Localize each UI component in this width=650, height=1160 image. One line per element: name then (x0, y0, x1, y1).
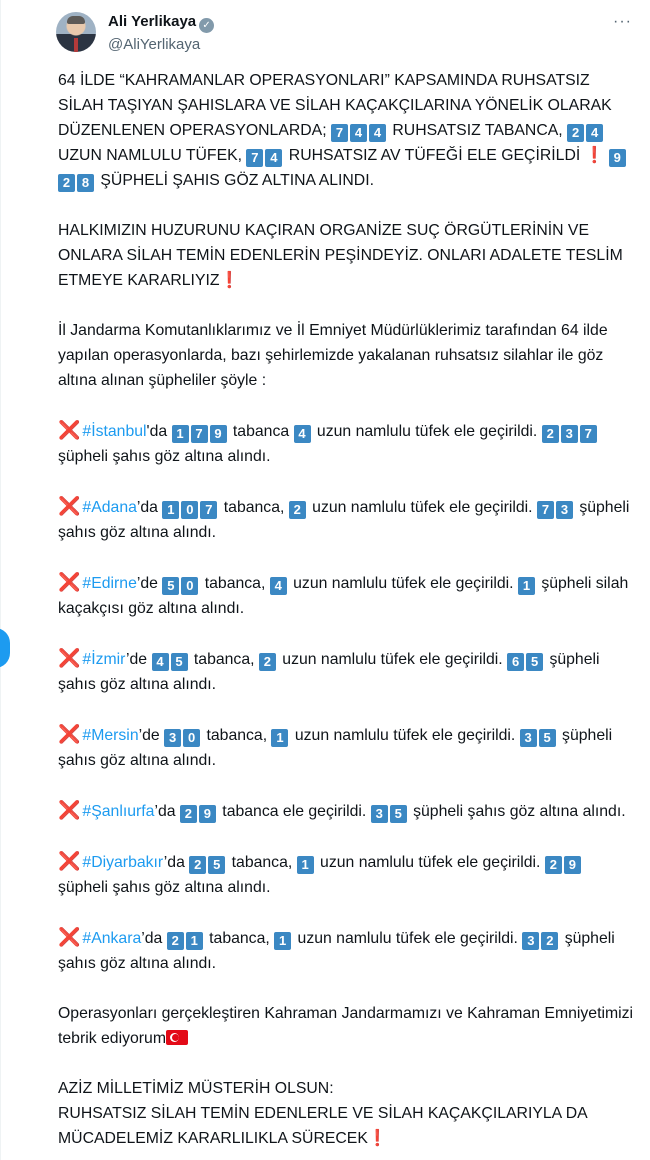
keycap-digit: 1 (271, 729, 288, 747)
keycap-digit: 5 (526, 653, 543, 671)
city-paragraph (58, 722, 636, 773)
text-span: tabanca, (189, 651, 259, 668)
paragraph-intro: İl Jandarma Komutanlıklarımız ve İl Emniyet Müdürlüklerimiz tarafından 64 ilde yapılan operasyonlarda, bazı şehirlemizde yakalanan ruhsatsız silahlar ile göz altına alınan şüpheliler şöyle : (58, 322, 608, 389)
text-span: tabanca, (227, 854, 297, 871)
text-span: uzun namlulu tüfek ele geçirildi. (277, 651, 508, 668)
exclamation-icon: ❗ (367, 1130, 388, 1147)
cross-mark-icon: ❌ (58, 800, 81, 820)
text-span: uzun namlulu tüfek ele geçirildi. (312, 423, 542, 440)
text-span: uzun namlulu tüfek ele geçirildi. (288, 575, 518, 592)
keycap-digit: 4 (369, 124, 386, 142)
keycap-digit: 6 (507, 653, 524, 671)
city-paragraph (58, 798, 636, 824)
text-span: ’de (138, 727, 165, 744)
city-list (58, 418, 636, 976)
keycap-digit: 2 (180, 805, 197, 823)
paragraph-congrats (58, 1001, 636, 1051)
keycap-digit: 4 (294, 425, 311, 443)
text-span: tabanca ele geçirildi. (217, 803, 371, 820)
keycap-digit: 0 (183, 729, 200, 747)
city-paragraph (58, 418, 636, 469)
text-span: uzun namlulu tüfek ele geçirildi. (307, 499, 537, 516)
keycap-digit: 2 (567, 124, 584, 142)
keycap-digit: 7 (191, 425, 208, 443)
text-span: şüpheli silah kaçakçısı göz altına alındı. (58, 575, 629, 617)
hashtag-link[interactable]: #Mersin (82, 727, 139, 744)
keycap-digit: 7 (537, 501, 554, 519)
hashtag-link[interactable]: #Diyarbakır (82, 854, 164, 871)
keycap-digit: 8 (77, 174, 94, 192)
keycap-number (567, 122, 605, 139)
keycap-digit: 4 (270, 577, 287, 595)
keycap-digit: 7 (331, 124, 348, 142)
keycap-digit: 2 (289, 501, 306, 519)
keycap-digit: 2 (541, 932, 558, 950)
text-span: şüpheli şahıs göz altına alındı. (58, 879, 271, 896)
city-paragraph (58, 925, 636, 976)
keycap-digit: 2 (167, 932, 184, 950)
text-span: şüpheli şahıs göz altına alındı. (58, 727, 613, 769)
text-span: ’da (136, 499, 163, 516)
timeline-border (0, 0, 1, 1160)
text-span: şüpheli şahıs göz altına alındı. (58, 499, 630, 541)
text-span: ’de (136, 575, 163, 592)
text-span: ’de (126, 651, 152, 668)
text-span: tabanca, (202, 727, 272, 744)
text-span: RUHSATSIZ AV TÜFEĞİ ELE GEÇİRİLDİ (284, 147, 585, 164)
text-span: tabanca, (200, 575, 270, 592)
keycap-digit: 1 (518, 577, 535, 595)
keycap-digit: 4 (350, 124, 367, 142)
text-span: 'da (146, 423, 172, 440)
text-span: RUHSATSIZ SİLAH TEMİN EDENLERLE VE SİLAH KAÇAKÇILARIYLA DA MÜCADELEMİZ KARARLILIKLA SÜRECEK (58, 1105, 587, 1147)
keycap-digit: 2 (189, 856, 206, 874)
keycap-digit: 7 (200, 501, 217, 519)
text-span: şüpheli şahıs göz altına alındı. (408, 803, 626, 820)
text-span: Operasyonları gerçekleştiren Kahraman Jandarmamızı ve Kahraman Emniyetimizi tebrik ediyorum (58, 1005, 634, 1047)
keycap-digit: 9 (199, 805, 216, 823)
keycap-digit: 2 (58, 174, 75, 192)
keycap-digit: 1 (297, 856, 314, 874)
text-span: uzun namlulu tüfek ele geçirildi. (290, 727, 520, 744)
keycap-digit: 4 (586, 124, 603, 142)
text-span: 64 İLDE “KAHRAMANLAR OPERASYONLARI” KAPSAMINDA RUHSATSIZ SİLAH TAŞIYAN ŞAHISLARA VE SİLAH KAÇAKÇILARINA YÖNELİK OLARAK DÜZENLENEN OPERASYONLARDA; (58, 72, 612, 139)
hashtag-link[interactable]: #Adana (82, 499, 137, 516)
text-span: tabanca (228, 423, 294, 440)
city-paragraph (58, 646, 636, 697)
hashtag-link[interactable]: #İstanbul (82, 423, 147, 440)
text-span: ’da (163, 854, 190, 871)
keycap-number (246, 147, 284, 164)
text-span: ’da (154, 803, 180, 820)
display-name[interactable]: Ali Yerlikaya (108, 13, 197, 30)
avatar[interactable] (56, 12, 96, 52)
keycap-digit: 1 (186, 932, 203, 950)
tweet-text (58, 68, 636, 1151)
keycap-digit: 3 (522, 932, 539, 950)
hashtag-link[interactable]: #Şanlıurfa (82, 803, 155, 820)
keycap-digit: 0 (181, 577, 198, 595)
keycap-digit: 5 (162, 577, 179, 595)
city-paragraph (58, 570, 636, 621)
keycap-digit: 2 (259, 653, 276, 671)
city-paragraph (58, 494, 636, 545)
keycap-digit: 3 (520, 729, 537, 747)
keycap-digit: 5 (539, 729, 556, 747)
keycap-digit: 1 (162, 501, 179, 519)
hashtag-link[interactable]: #Ankara (82, 930, 142, 947)
hashtag-link[interactable]: #İzmir (82, 651, 127, 668)
text-span: şüpheli şahıs göz altına alındı. (58, 448, 271, 465)
paragraph-closing (58, 1076, 636, 1151)
cross-mark-icon: ❌ (58, 724, 81, 744)
keycap-digit: 1 (172, 425, 189, 443)
cross-mark-icon: ❌ (58, 927, 81, 947)
text-span: RUHSATSIZ TABANCA, (388, 122, 568, 139)
tweet-header (108, 12, 214, 55)
keycap-digit: 3 (164, 729, 181, 747)
keycap-digit: 5 (171, 653, 188, 671)
cross-mark-icon: ❌ (58, 420, 81, 440)
text-span: uzun namlulu tüfek ele geçirildi. (293, 930, 523, 947)
keycap-digit: 3 (561, 425, 578, 443)
text-span: şüpheli şahıs göz altına alındı. (58, 651, 600, 693)
keycap-digit: 9 (609, 149, 626, 167)
text-span: şüpheli şahıs göz altına alındı. (58, 930, 615, 972)
text-span: uzun namlulu tüfek ele geçirildi. (315, 854, 545, 871)
keycap-digit: 9 (210, 425, 227, 443)
text-span: tabanca, (219, 499, 289, 516)
keycap-number (331, 122, 388, 139)
city-paragraph (58, 849, 636, 900)
keycap-digit: 7 (580, 425, 597, 443)
keycap-digit: 0 (181, 501, 198, 519)
more-options-icon[interactable]: ··· (613, 13, 632, 30)
text-span: ŞÜPHELİ ŞAHIS GÖZ ALTINA ALINDI. (96, 172, 374, 189)
keycap-digit: 5 (208, 856, 225, 874)
compose-fab-edge[interactable] (0, 628, 10, 668)
hashtag-link[interactable]: #Edirne (82, 575, 137, 592)
keycap-digit: 2 (545, 856, 562, 874)
text-span: UZUN NAMLULU TÜFEK, (58, 147, 247, 164)
cross-mark-icon: ❌ (58, 496, 81, 516)
keycap-digit: 5 (390, 805, 407, 823)
keycap-digit: 1 (274, 932, 291, 950)
text-span: AZİZ MİLLETİMİZ MÜSTERİH OLSUN: (58, 1080, 334, 1097)
paragraph-summary (58, 68, 636, 193)
user-handle[interactable]: @AliYerlikaya (108, 36, 201, 53)
keycap-digit: 2 (542, 425, 559, 443)
turkish-flag-icon (166, 1030, 188, 1045)
text-span: tabanca, (204, 930, 275, 947)
keycap-digit: 4 (152, 653, 169, 671)
exclamation-icon: ❗ (584, 147, 605, 164)
keycap-digit: 4 (265, 149, 282, 167)
exclamation-icon: ❗ (219, 272, 240, 289)
cross-mark-icon: ❌ (58, 572, 81, 592)
verified-badge-icon: ✓ (199, 18, 214, 33)
text-span: ’da (141, 930, 167, 947)
cross-mark-icon: ❌ (58, 851, 81, 871)
paragraph-warning (58, 218, 636, 293)
keycap-digit: 3 (371, 805, 388, 823)
keycap-digit: 3 (556, 501, 573, 519)
keycap-digit: 7 (246, 149, 263, 167)
keycap-digit: 9 (564, 856, 581, 874)
text-span: HALKIMIZIN HUZURUNU KAÇIRAN ORGANİZE SUÇ ÖRGÜTLERİNİN VE ONLARA SİLAH TEMİN EDENLERİN PEŞİNDEYİZ. ONLARI ADALETE TESLİM ETMEYE KARARLIYIZ (58, 222, 623, 289)
cross-mark-icon: ❌ (58, 648, 81, 668)
